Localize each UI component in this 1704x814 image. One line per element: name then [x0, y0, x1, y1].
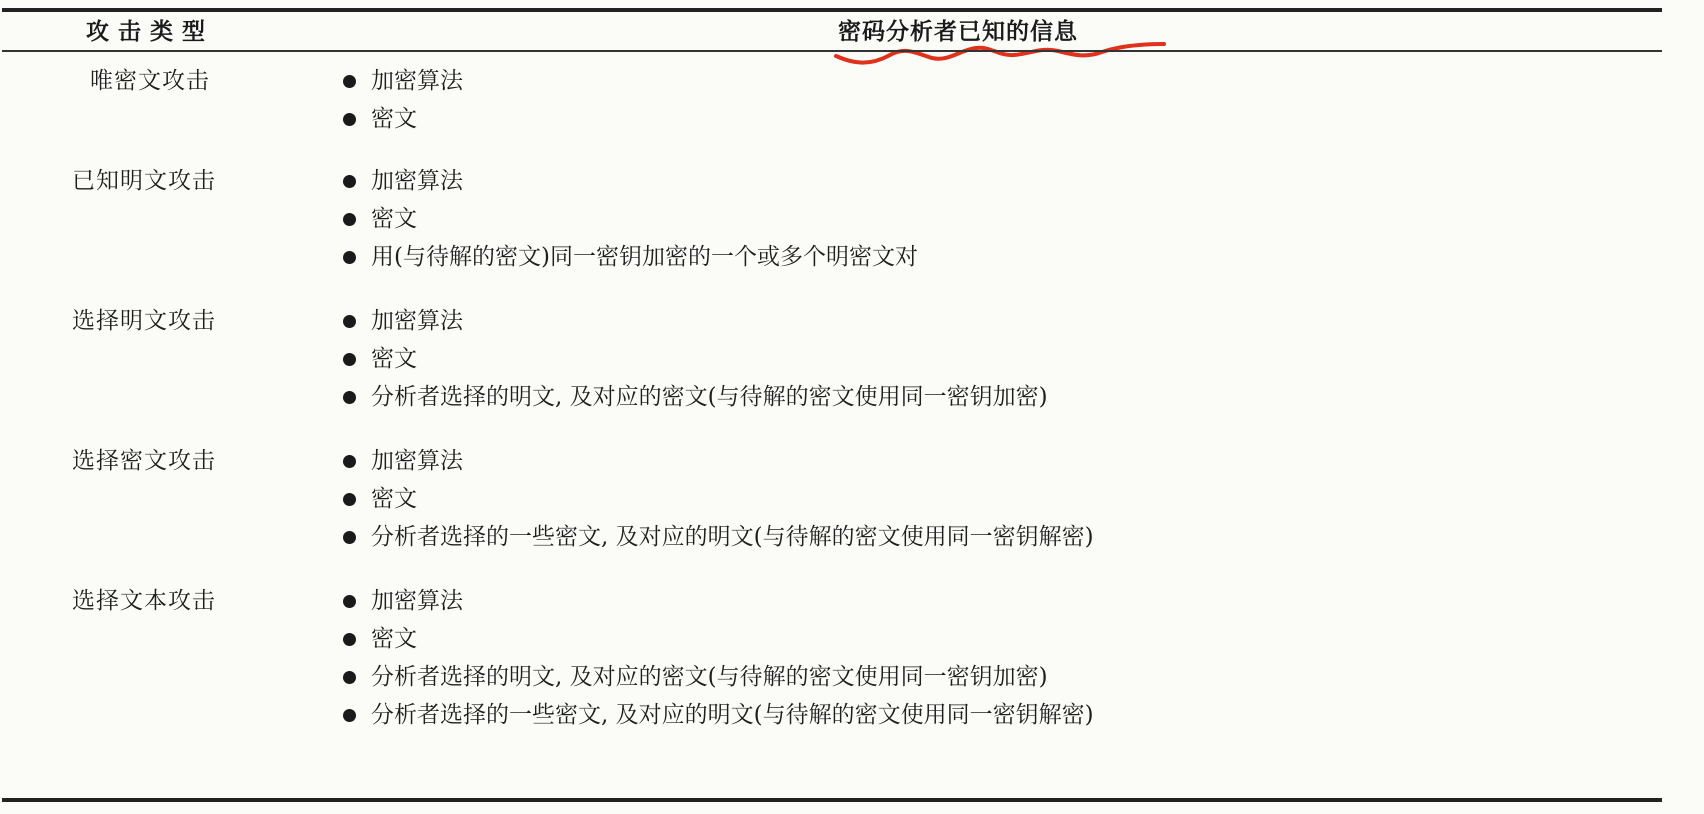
- list-item-text: 加密算法: [371, 68, 463, 94]
- bullet-icon: [343, 455, 356, 468]
- known-info-list: [343, 582, 1094, 734]
- bullet-icon: [343, 531, 356, 544]
- list-item-text: 密文: [371, 626, 417, 652]
- attack-type-ciphertext-only: 唯密文攻击: [90, 68, 210, 94]
- known-info-list: [343, 442, 1094, 556]
- table-bottom-rule: [2, 798, 1662, 802]
- list-item: [343, 100, 463, 138]
- header-attack-type: 攻击类型: [86, 19, 214, 45]
- list-item-text: 加密算法: [371, 588, 463, 614]
- list-item: [343, 658, 1094, 696]
- attack-type-chosen-plaintext: 选择明文攻击: [72, 308, 216, 334]
- bullet-icon: [343, 595, 356, 608]
- list-item-text: 分析者选择的明文, 及对应的密文(与待解的密文使用同一密钥加密): [371, 384, 1048, 410]
- list-item: [343, 200, 918, 238]
- list-item-text: 用(与待解的密文)同一密钥加密的一个或多个明密文对: [371, 244, 918, 270]
- bullet-icon: [343, 671, 356, 684]
- list-item: [343, 620, 1094, 658]
- bullet-icon: [343, 709, 356, 722]
- list-item: [343, 302, 1048, 340]
- bullet-icon: [343, 633, 356, 646]
- attack-type-chosen-ciphertext: 选择密文攻击: [72, 448, 216, 474]
- bullet-icon: [343, 353, 356, 366]
- bullet-icon: [343, 493, 356, 506]
- list-item: [343, 378, 1048, 416]
- table-top-rule: [2, 8, 1662, 12]
- list-item-text: 加密算法: [371, 448, 463, 474]
- bullet-icon: [343, 213, 356, 226]
- list-item-text: 密文: [371, 206, 417, 232]
- list-item: [343, 480, 1094, 518]
- list-item-text: 密文: [371, 106, 417, 132]
- list-item: [343, 340, 1048, 378]
- list-item: [343, 582, 1094, 620]
- bullet-icon: [343, 75, 356, 88]
- list-item: [343, 238, 918, 276]
- attack-type-chosen-text: 选择文本攻击: [72, 588, 216, 614]
- list-item-text: 加密算法: [371, 168, 463, 194]
- known-info-list: [343, 302, 1048, 416]
- bullet-icon: [343, 251, 356, 264]
- bullet-icon: [343, 113, 356, 126]
- bullet-icon: [343, 315, 356, 328]
- list-item-text: 分析者选择的一些密文, 及对应的明文(与待解的密文使用同一密钥解密): [371, 524, 1094, 550]
- table-header-rule: [2, 50, 1662, 52]
- bullet-icon: [343, 175, 356, 188]
- bullet-icon: [343, 391, 356, 404]
- list-item-text: 密文: [371, 346, 417, 372]
- list-item: [343, 162, 918, 200]
- list-item: [343, 442, 1094, 480]
- list-item-text: 分析者选择的一些密文, 及对应的明文(与待解的密文使用同一密钥解密): [371, 702, 1094, 728]
- list-item: [343, 518, 1094, 556]
- header-known-info: 密码分析者已知的信息: [838, 19, 1078, 45]
- known-info-list: [343, 162, 918, 276]
- known-info-list: [343, 62, 463, 138]
- list-item-text: 密文: [371, 486, 417, 512]
- list-item-text: 分析者选择的明文, 及对应的密文(与待解的密文使用同一密钥加密): [371, 664, 1048, 690]
- list-item-text: 加密算法: [371, 308, 463, 334]
- attack-type-known-plaintext: 已知明文攻击: [72, 168, 216, 194]
- list-item: [343, 62, 463, 100]
- list-item: [343, 696, 1094, 734]
